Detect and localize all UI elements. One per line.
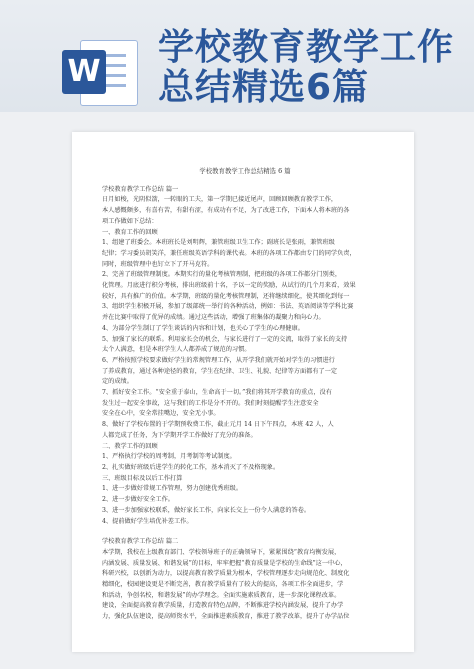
paragraph-line: 3、组织学生积极开展，参加了级部统一举行的各种活动，例如：书法、英语阅读等学科比赛 bbox=[102, 303, 354, 311]
paragraph-line: 定的成绩。 bbox=[102, 378, 133, 386]
paragraph-line: 本学期，我校在上级教育部门、学校领导班子的正确领导下，紧紧围绕“教育均衡发展， bbox=[102, 548, 341, 556]
document-preview bbox=[72, 132, 414, 652]
paragraph-line: 发生过一起安全事故，这与我们的工作是分不开的。我们时刻提醒学生注意安全 bbox=[102, 399, 319, 407]
banner bbox=[0, 0, 474, 112]
paragraph-line: 本人感慨颇多，有喜有苦，有甜有涩，有成功有不足，为了改进工作，下面本人将本班的各 bbox=[102, 207, 350, 215]
paragraph-line: 2、进一步做好安全工作。 bbox=[102, 496, 174, 504]
paragraph-line: 7、抓好安全工作。“安全重于泰山，生命高于一切。”我们将其开学教育的重点，没有 bbox=[102, 389, 332, 397]
paragraph-line: 三、班级目标及以后工作打算 bbox=[102, 474, 183, 482]
paragraph-line: 学校教育教学工作总结 篇二 bbox=[102, 538, 179, 546]
paragraph-line: 5、加强了家长的联系。利用家长会的机会，与家长进行了一定的交流，取得了家长的支持 bbox=[102, 335, 348, 343]
page-header: 学校教育教学工作总结精选 6 篇 bbox=[199, 167, 291, 175]
paragraph-line: 1、进一步做好常规工作管理，努力创建优秀班级。 bbox=[102, 485, 243, 493]
paragraph-line: 太个人满意，但是本班学生人人都养成了规范的习惯。 bbox=[102, 346, 251, 354]
paragraph-line: 6、严格按照学校要求做好学生的常规管理工作，从开学我们就开始对学生的习惯进行 bbox=[102, 356, 335, 364]
paragraph-line: 1、组建了班委会。本班班长是刘明辉，兼管班级卫生工作；副班长是张雨，兼管班级 bbox=[102, 239, 335, 247]
paragraph-line: 安全在心中，安全常挂嘴边，安全无小事。 bbox=[102, 410, 220, 418]
paragraph-line: 2、完善了班级管理制度。本期实行的量化考核管理制，把班级的各项工作都分门别类， bbox=[102, 271, 342, 279]
paragraph-line: 内涵发展、质量发展、和谐发展”的目标，牢牢把握“教育质量是学校的生命线”这一中心， bbox=[102, 559, 347, 567]
paragraph-line: 精细化，校园建设更是不断完善，教育教学质量有了较大的提高，各项工作全面进步，学 bbox=[102, 581, 344, 589]
paragraph-line: 4、为部分学生制订了学生谈话的内容和计划，也关心了学生的心理健康。 bbox=[102, 324, 304, 332]
paragraph-line: 3、进一步加强家校联系，做好家长工作，向家长交上一份令人满意的答卷。 bbox=[102, 506, 311, 514]
section-two bbox=[102, 537, 388, 623]
paragraph-line: 化管理。月底进行积分考核，排出班级前十名，予以一定的奖励，从试行的几个月来看，效果 bbox=[102, 282, 356, 290]
paragraph-line: 和活动，争创名校，和谐发展”的办学理念。全面实施素质教育，进一步深化课程改革。 bbox=[102, 591, 341, 599]
paragraph-line: 1、严格执行学校的周考制，月考制等考试制度。 bbox=[102, 453, 236, 461]
section-one bbox=[102, 185, 388, 528]
paragraph-line: 力，强化队伍建设，提高师资水平，全面推进素质教育，推进了教学改革，提升了办学品位 bbox=[102, 613, 350, 621]
paragraph-line: 8、做好了学校布置的于学期预收费工作，截止元月 14 日下午四点，本班 42 人，人 bbox=[102, 421, 334, 429]
paragraph-line: 一、教育工作的回顾 bbox=[102, 228, 158, 236]
paragraph-line: 4、提前做好学生培优补差工作。 bbox=[102, 517, 193, 525]
paragraph-line: 2、扎实做好班级后进学生的转化工作，基本消灭了不及格现象。 bbox=[102, 463, 280, 471]
word-doc-icon bbox=[62, 40, 138, 104]
paragraph-line: 人都完成了任务，为下学期开学工作做好了充分的准备。 bbox=[102, 431, 257, 439]
paragraph-line: 项工作做如下总结： bbox=[102, 217, 158, 225]
paragraph-line: 建设，全面提高教育教学质量，打造教育特色品牌，不断推进学校内涵发展，提升了办学 bbox=[102, 602, 344, 610]
paragraph-line: 了养成教育，通过各种途径的教育，学生在纪律、卫生、礼貌、纪律等方面都有了一定 bbox=[102, 367, 338, 375]
paragraph-line: 二、教学工作的回顾 bbox=[102, 442, 158, 450]
paragraph-line: 科研兴校，以创新为动力，以提高教育教学质量为根本，学校管理逐步走向规范化、制度化 bbox=[102, 570, 350, 578]
word-logo-tile: W bbox=[62, 50, 106, 94]
paragraph-line: 并在比赛中取得了优异的成绩。通过这些活动，增强了班集体的凝聚力和向心力。 bbox=[102, 314, 325, 322]
document-title: 学校教育教学工作总结精选6篇 bbox=[158, 27, 455, 108]
paragraph-line: 日月如梭，光阴似箭，一转眼的工夫，第一学期已接近尾声，回顾回顾教育教学工作， bbox=[102, 196, 338, 204]
paragraph-line: 学校教育教学工作总结 篇一 bbox=[102, 185, 179, 193]
paragraph-line: 纪律；学习委员胡笑洋，兼任班级英语学科的课代表。本班的各项工作都由专门的同学负责， bbox=[102, 249, 356, 257]
paragraph-line: 较好，具有推广的价值。本学期，班级的量化考核管理制，还将继续细化，使其细化到每一 bbox=[102, 292, 350, 300]
paragraph-line: 同时，班级管理中也钉立下了开马克符。 bbox=[102, 260, 214, 268]
